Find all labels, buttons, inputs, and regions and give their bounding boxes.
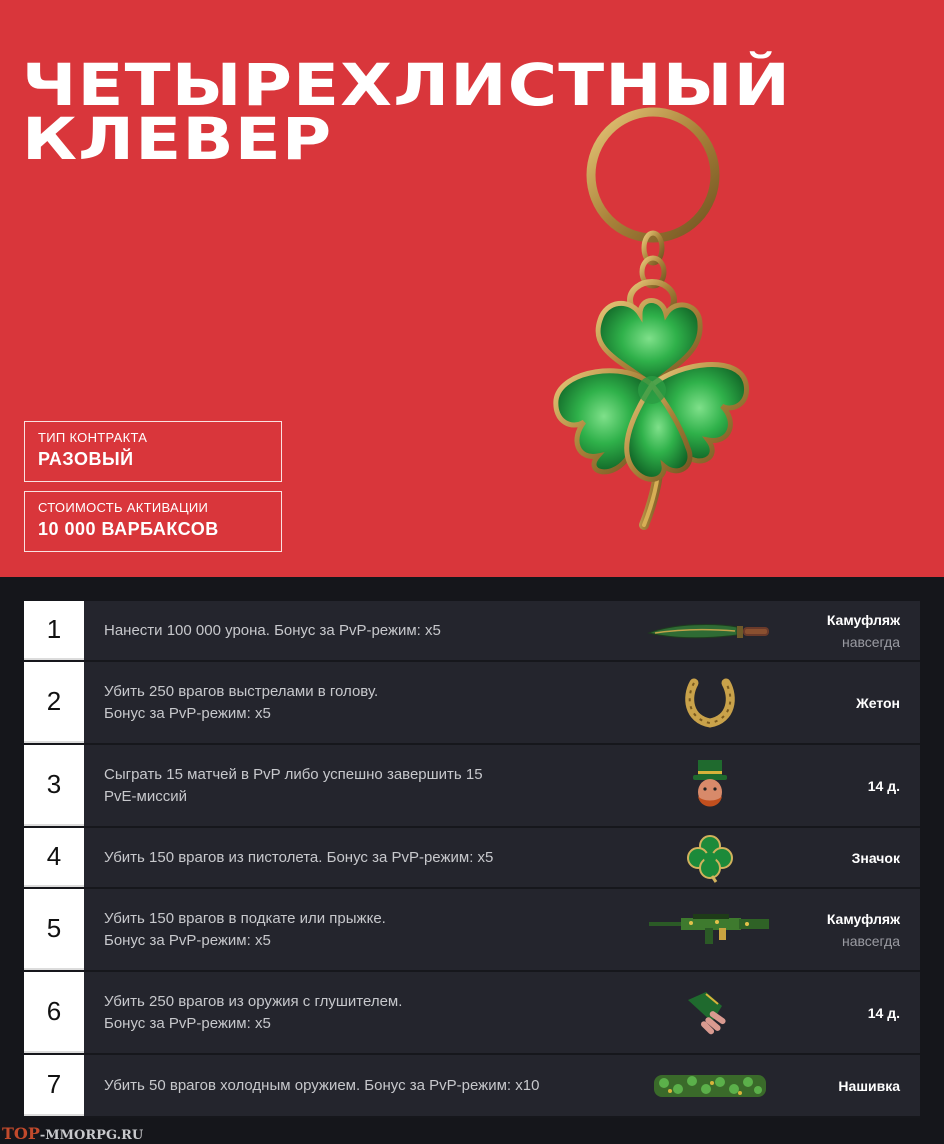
task-number: 2 xyxy=(24,662,84,743)
rifle-icon xyxy=(620,889,800,970)
table-row xyxy=(24,889,920,972)
reward-label: 14 д. xyxy=(867,1004,900,1021)
table-row xyxy=(24,972,920,1055)
task-number: 5 xyxy=(24,889,84,970)
task-description: Убить 150 врагов в подкате или прыжке. Бонус за PvP-режим: x5 xyxy=(104,909,386,949)
knife-icon xyxy=(620,601,800,660)
watermark-text: -MMORPG.RU xyxy=(39,1128,144,1143)
task-number: 7 xyxy=(24,1055,84,1116)
contract-type-box xyxy=(24,421,282,482)
contract-type-value: РАЗОВЫЙ xyxy=(38,449,134,469)
reward-label: Жетон xyxy=(856,694,900,711)
reward-label: Камуфляж навсегда xyxy=(826,910,900,949)
glove-icon xyxy=(620,972,800,1053)
clover-patch-icon xyxy=(620,1055,800,1116)
task-number: 6 xyxy=(24,972,84,1053)
table-row xyxy=(24,745,920,828)
contract-type-label: ТИП КОНТРАКТА xyxy=(38,430,148,445)
reward-label: Значок xyxy=(851,849,900,866)
table-row xyxy=(24,828,920,889)
task-description: Убить 50 врагов холодным оружием. Бонус за PvP-режим: x10 xyxy=(104,1076,540,1094)
watermark-prefix: TOP xyxy=(2,1124,40,1143)
title-line-1: ЧЕТЫРЕХЛИСТНЫЙ xyxy=(22,51,792,119)
task-number: 4 xyxy=(24,828,84,887)
task-description: Убить 250 врагов из оружия с глушителем. Бонус за PvP-режим: x5 xyxy=(104,992,403,1032)
four-leaf-clover-keychain-icon xyxy=(540,100,780,550)
horseshoe-icon xyxy=(620,662,800,743)
task-number: 1 xyxy=(24,601,84,660)
activation-cost-box xyxy=(24,491,282,552)
site-watermark xyxy=(2,1124,143,1143)
title-line-2: КЛЕВЕР xyxy=(22,105,333,173)
tasks-table xyxy=(24,601,920,1118)
activation-cost-label: СТОИМОСТЬ АКТИВАЦИИ xyxy=(38,500,209,515)
leprechaun-icon xyxy=(620,745,800,826)
table-row xyxy=(24,601,920,662)
reward-label: Нашивка xyxy=(838,1077,900,1094)
task-description: Сыграть 15 матчей в PvP либо успешно завершить 15 PvE-миссий xyxy=(104,765,483,805)
task-description: Нанести 100 000 урона. Бонус за PvP-режим: x5 xyxy=(104,621,441,639)
table-row xyxy=(24,1055,920,1118)
reward-label: 14 д. xyxy=(867,777,900,794)
task-description: Убить 150 врагов из пистолета. Бонус за PvP-режим: x5 xyxy=(104,848,494,866)
clover-badge-icon xyxy=(620,828,800,887)
reward-label: Камуфляж навсегда xyxy=(826,611,900,650)
task-number: 3 xyxy=(24,745,84,826)
activation-cost-value: 10 000 ВАРБАКСОВ xyxy=(38,519,219,539)
table-row xyxy=(24,662,920,745)
task-description: Убить 250 врагов выстрелами в голову. Бонус за PvP-режим: x5 xyxy=(104,682,379,722)
